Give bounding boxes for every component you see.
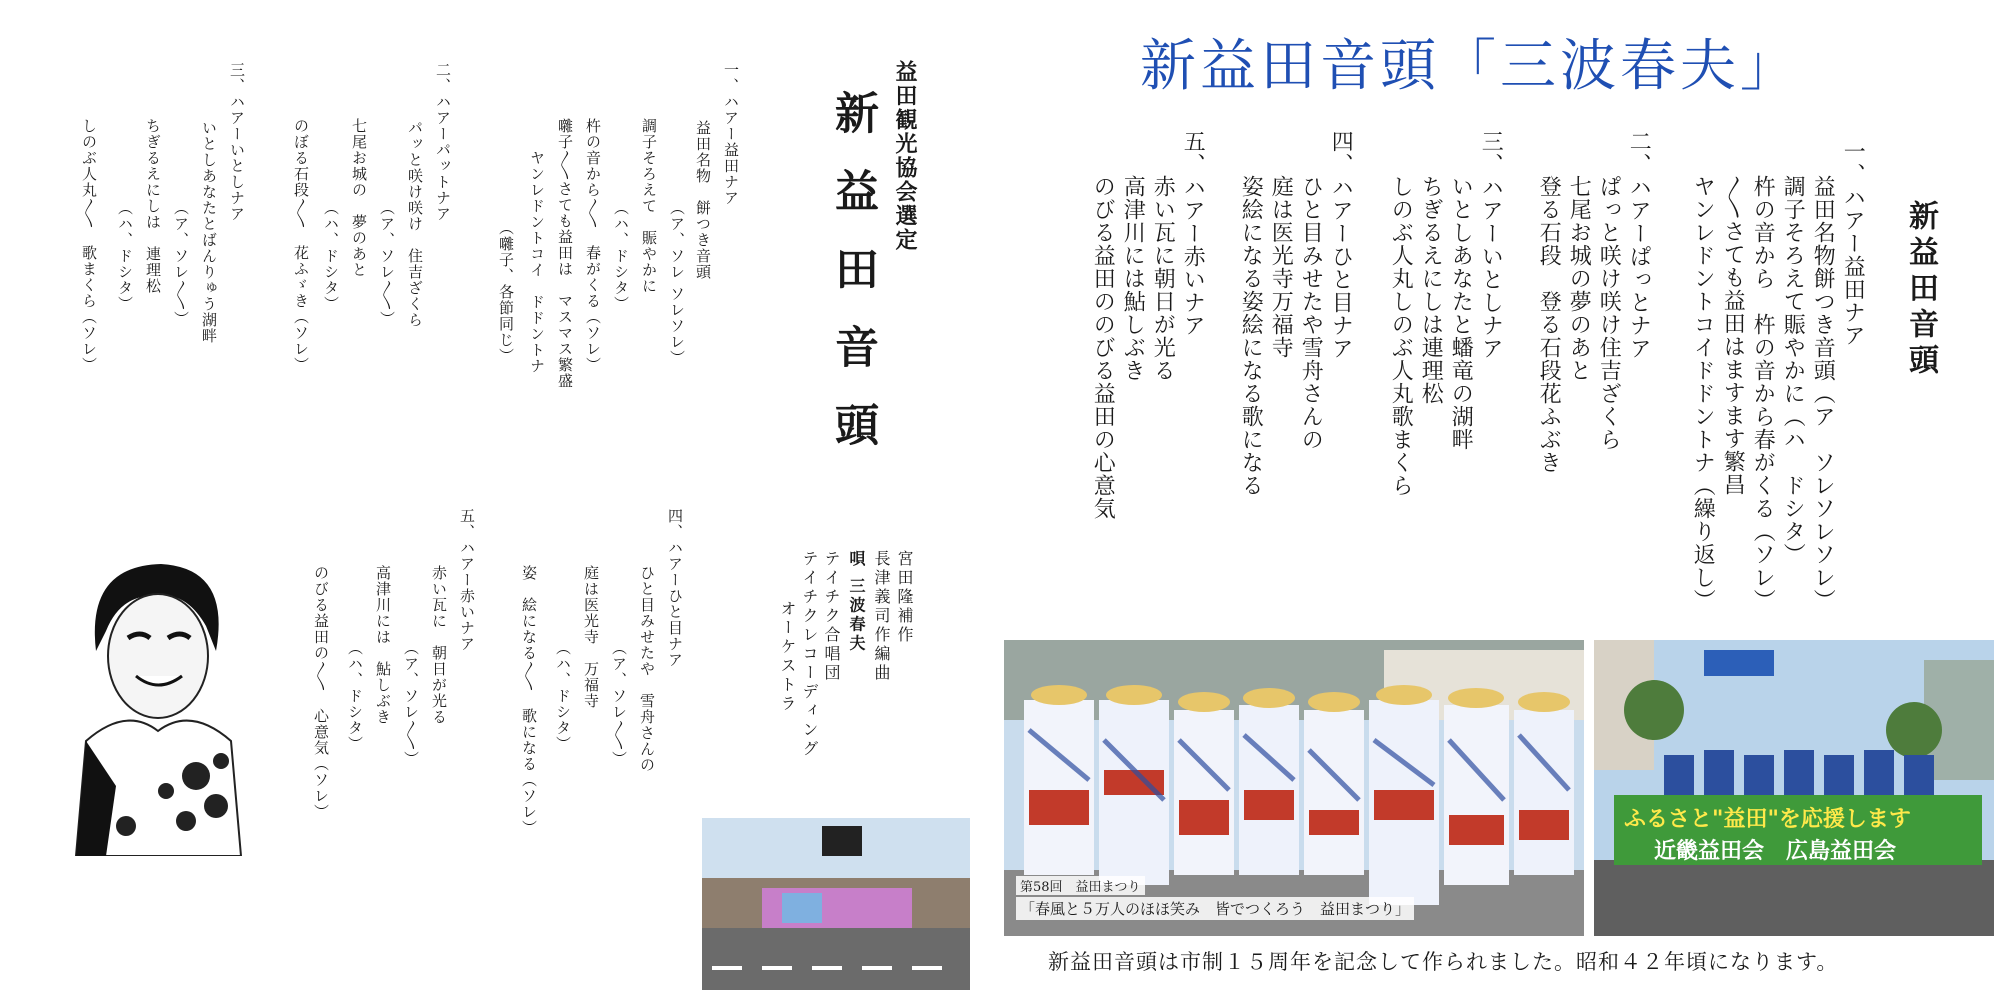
verse-line: 庭は医光寺万福寺 xyxy=(1268,175,1294,359)
festival-dancers-photo xyxy=(1004,640,1584,936)
verse-line: 益田名物餅つき音頭（ア ソレソレソレ） xyxy=(1810,175,1836,612)
verse-line: 益田名物 餅つき音頭 xyxy=(694,120,712,280)
right-header: 新益田音頭「三波春夫」 xyxy=(1140,34,1800,99)
credit-line: オーケストラ xyxy=(778,600,797,714)
verse-line: 登る石段 登る石段花ふぶき xyxy=(1536,175,1562,474)
verse-line: ぱっと咲け咲け住吉ざくら xyxy=(1596,175,1622,451)
left-title: 新益田音頭 xyxy=(827,90,878,480)
photo-caption-line1: 第58回 益田まつり xyxy=(1016,876,1145,895)
credit-line: 宮田隆補作 xyxy=(895,550,914,645)
verse-line: （ハ、ドシタ） xyxy=(346,640,364,752)
verse-line: 一、ハアー益田ナア xyxy=(722,62,740,206)
verse-line: ひと目みせたや雪舟さんの xyxy=(1298,175,1324,451)
left-subtitle: 益田観光協会選定 xyxy=(892,60,918,252)
verse-line: （ア、ソレ〳〵） xyxy=(172,200,190,327)
verse-line: （ア、ソレ〳〵） xyxy=(378,200,396,327)
credit-line: 唄 三波春夫 xyxy=(847,550,866,654)
verse-line: 囃子〳〵さても益田は マスマス繁盛 xyxy=(556,118,574,389)
verse-line: （ハ、ドシタ） xyxy=(322,200,340,312)
verse-line: ひと目みせたや 雪舟さんの xyxy=(638,565,656,773)
verse-line: （ア、ソレ〳〵） xyxy=(610,640,628,767)
verse-line: ヤンレドントコイドドントナ（繰り返し） xyxy=(1690,175,1716,612)
verse-line: 赤い瓦に 朝日が光る xyxy=(430,565,448,725)
verse-line: 三、ハアーいとしナア xyxy=(1478,130,1504,360)
verse-line: 姿絵になる姿絵になる歌になる xyxy=(1238,175,1264,497)
verse-line: 七尾お城の 夢のあと xyxy=(350,118,368,278)
verse-line: 調子そろえて 賑やかに xyxy=(640,118,658,294)
credit-line: テイチク合唱団 xyxy=(822,550,841,683)
verse-line: 二、ハアーぱっとナア xyxy=(1626,130,1652,360)
verse-line: パッと咲け咲け 住吉ざくら xyxy=(406,120,424,328)
right-vertical-title: 新益田音頭 xyxy=(1903,200,1938,380)
verse-line: 四、ハアーひと目ナア xyxy=(1328,130,1354,360)
verse-line: いとしあなたとばんりゅう湖畔 xyxy=(200,120,218,344)
verse-line: 七尾お城の夢のあと xyxy=(1566,175,1592,382)
verse-line: 姿 絵になる〳〵 歌になる（ソレ） xyxy=(520,565,538,836)
street-parade-photo xyxy=(702,818,970,990)
verse-line: 三、ハアーいとしナア xyxy=(228,62,246,222)
verse-line: 五、ハアー赤いナア xyxy=(458,508,476,652)
verse-line: 調子そろえて賑やかに（ハ ドシタ） xyxy=(1780,175,1806,566)
verse-line: 一、ハアー益田ナア xyxy=(1840,140,1866,347)
verse-line: のびる益田の〳〵 心意気（ソレ） xyxy=(312,565,330,820)
banner-text-1: ふるさと"益田"を応援します xyxy=(1624,807,1911,832)
verse-line: のぼる石段〳〵 花ふゞき（ソレ） xyxy=(292,118,310,373)
verse-line: ちぎるえにしは 連理松 xyxy=(144,118,162,294)
verse-line: 杵の音から〳〵 春がくる（ソレ） xyxy=(584,118,602,373)
verse-line: 二、ハアーパットナア xyxy=(434,62,452,222)
banner-parade-photo xyxy=(1594,640,1994,936)
verse-line: 庭は医光寺 万福寺 xyxy=(582,565,600,709)
verse-line: 〳〵さても益田はますます繁昌 xyxy=(1720,175,1746,496)
verse-line: 高津川には 鮎しぶき xyxy=(374,565,392,725)
credit-line: テイチクレコーディング xyxy=(800,550,819,759)
verse-line: （ハ、ドシタ） xyxy=(554,640,572,752)
verse-line: ちぎるえにしは連理松 xyxy=(1418,175,1444,405)
verse-line: 五、ハアー赤いナア xyxy=(1180,130,1206,337)
credit-line: 長津義司作編曲 xyxy=(872,550,891,683)
verse-line: 四、ハアーひと目ナア xyxy=(666,508,684,668)
verse-line: ヤンレドントコイ ドドントナ xyxy=(528,150,546,374)
verse-line: 高津川には鮎しぶき xyxy=(1120,175,1146,382)
verse-line: （ア、ソレ ソレソレ） xyxy=(668,200,686,366)
verse-line: （ハ、ドシタ） xyxy=(116,200,134,312)
singer-portrait xyxy=(66,556,246,856)
banner-text-2: 近畿益田会 広島益田会 xyxy=(1654,839,1897,864)
verse-line: のびる益田ののびる益田の心意気 xyxy=(1090,175,1116,520)
verse-line: いとしあなたと蟠竜の湖畔 xyxy=(1448,175,1474,451)
verse-line: （ハ、ドシタ） xyxy=(612,200,630,312)
footer-caption: 新益田音頭は市制１５周年を記念して作られました。昭和４２年頃になります。 xyxy=(1048,950,1839,974)
verse-line: 赤い瓦に朝日が光る xyxy=(1150,175,1176,382)
verse-line: （囃子、各節同じ） xyxy=(497,220,515,364)
verse-line: 杵の音から 杵の音から春がくる（ソレ） xyxy=(1750,175,1776,612)
verse-line: しのぶ人丸しのぶ人丸歌まくら xyxy=(1388,175,1414,497)
photo-caption-line2: 「春風と５万人のほほ笑み 皆でつくろう 益田まつり」 xyxy=(1016,897,1414,920)
verse-line: しのぶ人丸〳〵 歌まくら（ソレ） xyxy=(80,118,98,373)
verse-line: （ア、ソレ〳〵） xyxy=(402,640,420,767)
